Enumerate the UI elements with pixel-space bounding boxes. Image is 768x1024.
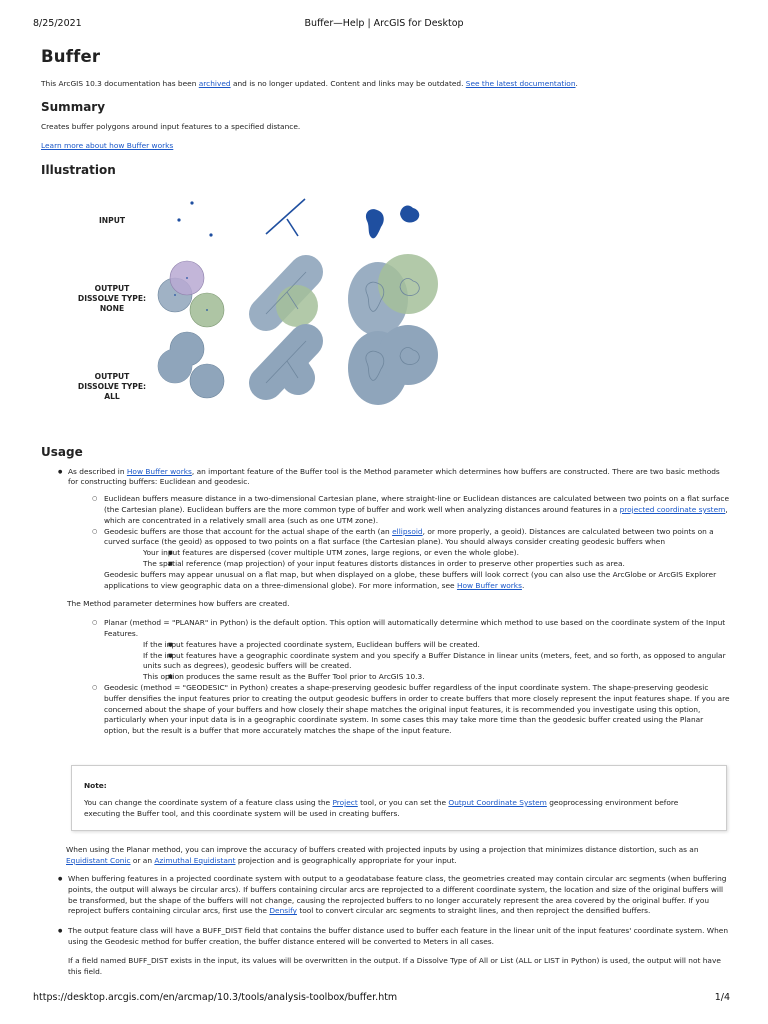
- input-point: [177, 218, 180, 221]
- geodesic-item: ○ Geodesic buffers are those that account for the actual shape of the earth (an ellipsoid, or more properly, a geoid). Distances are calculated between two points on a curved surface (the geoid) as opposed to two points on a flat surface (the Cartesian plane). You should always consider creating geodesic buffers when ■ Your input features are dispersed (cover multiple UTM zones, large regions, or even the whole globe). ■ The spatial reference (map projection) of your input features distorts distances in order to preserve other properties such as area. Geodesic buffers may appear unusual on a flat map, but when displayed on a globe, these buffers will look correct (you can also use the ArcGlobe or ArcGIS Explorer applications to view geographic data on a three-dimensional globe). For more information, see How Buffer works.: [68, 527, 731, 592]
- usage-item: ● When buffering features in a projected coordinate system with output to a geodatabase feature class, the geometries created may contain circular arc segments (when buffering points, the output will always be circular arcs). If buffers containing circular arcs are reprojected to a different coordinate system, the location and size of the original buffers will be transformed, but the shape of the buffers will not change, causing the reprojected buffers to no longer accurately represent the area covered by the original buffer. If you reproject buffers containing circular arcs, first use the Densify tool to convert circular arc segments to straight lines, and then reproject the densified buffers.: [41, 874, 731, 917]
- note-title: Note:: [84, 781, 107, 790]
- euclidean-item: ○ Euclidean buffers measure distance in a two-dimensional Cartesian plane, where straight-line or Euclidean distances are calculated between two points on a flat surface (the Cartesian plane). Euclidean buffers are the more common type of buffer and work well when analyzing distances around features in a projected coordinate system, which are concentrated in a relatively small area (such as one UTM zone).: [68, 494, 731, 526]
- print-date: 8/25/2021: [33, 18, 82, 29]
- geodesic-subitem: ■ The spatial reference (map projection) of your input features distorts distances in order to preserve other properties such as area.: [104, 559, 731, 570]
- print-url: https://desktop.arcgis.com/en/arcmap/10.3/tools/analysis-toolbox/buffer.htm: [33, 992, 398, 1003]
- densify-link[interactable]: Densify: [269, 906, 297, 916]
- document-content: [41, 47, 731, 737]
- equidistant-conic-link[interactable]: Equidistant Conic: [66, 855, 131, 865]
- azimuthal-equidistant-link[interactable]: Azimuthal Equidistant: [154, 855, 236, 865]
- output-coordinate-system-link[interactable]: Output Coordinate System: [448, 798, 547, 807]
- buff-dist-note: If a field named BUFF_DIST exists in the input, its values will be overwritten in the output. If a Dissolve Type of All or List (ALL or LIST in Python) is used, the output will not have this field.: [68, 955, 721, 976]
- usage-item: ● The output feature class will have a BUFF_DIST field that contains the buffer distance used to buffer each feature in the linear unit of the input features' coordinate system. When using the Geodesic method for buffer creation, the buffer distance entered will be converted to Meters in all cases. If a field named BUFF_DIST exists in the input, its values will be overwritten in the output. If a Dissolve Type of All or List (ALL or LIST in Python) is used, the output will not have this field.: [41, 926, 731, 977]
- page-title: Buffer: [41, 47, 101, 66]
- note-body: You can change the coordinate system of a feature class using the Project tool, or you can set the Output Coordinate System geoprocessing environment before executing the Buffer tool, and this coordinate system will be used in creating buffers.: [84, 798, 679, 818]
- usage-list-continued: [41, 874, 731, 977]
- label-output-none: OUTPUT DISSOLVE TYPE: NONE: [77, 283, 147, 313]
- illustration: [41, 182, 731, 444]
- output-none-polygons: [348, 254, 438, 336]
- output-none-lines: [266, 272, 318, 327]
- print-title: Buffer—Help | ArcGIS for Desktop: [304, 18, 464, 29]
- projected-coordinate-system-link[interactable]: projected coordinate system: [619, 504, 726, 514]
- planar-subitem: ■ This option produces the same result as the Buffer Tool prior to ArcGIS 10.3.: [104, 672, 731, 683]
- input-polygons: [366, 205, 419, 238]
- note-box: [71, 765, 727, 831]
- usage-heading: Usage: [41, 444, 83, 459]
- label-input: INPUT: [98, 215, 126, 225]
- illustration-heading: Illustration: [41, 162, 116, 177]
- output-all-lines: [266, 341, 306, 383]
- planar-tip: When using the Planar method, you can improve the accuracy of buffers created with projected inputs by using a projection that minimizes distance distortion, such as an Equidistant Conic or an Azimuthal Equidistant projection and is geographically appropriate for your input.: [66, 845, 699, 865]
- ellipsoid-link[interactable]: ellipsoid: [392, 526, 423, 536]
- input-points: [177, 201, 212, 236]
- how-buffer-works-link[interactable]: How Buffer works: [126, 466, 192, 476]
- input-lines: [266, 199, 305, 236]
- input-point: [190, 201, 193, 204]
- input-point: [209, 233, 212, 236]
- summary-heading: Summary: [41, 99, 106, 114]
- planar-item: ○ Planar (method = "PLANAR" in Python) is the default option. This option will automatically determine which method to use based on the coordinate system of the Input Features. ■ If the input features have a projected coordinate system, Euclidean buffers will be created. ■ If the input features have a geographic coordinate system and you specify a Buffer Distance in linear units (meters, feet, and so forth, as opposed to angular units such as degrees), geodesic buffers will be created. ■ This option produces the same result as the Buffer Tool prior to ArcGIS 10.3.: [68, 618, 731, 683]
- output-all-polygons: [348, 325, 438, 405]
- method-intro: The Method parameter determines how buffers are created.: [67, 599, 290, 609]
- page-number: 1/4: [714, 992, 730, 1003]
- summary-text: Creates buffer polygons around input features to a specified distance.: [41, 122, 301, 132]
- planar-subitem: ■ If the input features have a projected coordinate system, Euclidean buffers will be created.: [104, 640, 731, 651]
- usage-item: ● As described in How Buffer works, an important feature of the Buffer tool is the Method parameter which determines how buffers are constructed. There are two basic methods for constructing buffers: Euclidean and geodesic. ○ Euclidean buffers measure distance in a two-dimensional Cartesian plane, where straight-line or Euclidean distances are calculated between two points on a flat surface (the Cartesian plane). Euclidean buffers are the more common type of buffer and work well when analyzing distances around features in a projected coordinate system, which are concentrated in a relatively small area (such as one UTM zone). ○ Geodesic buffers are those that account for the actual shape of the earth (an ellipsoid, or more properly, a geoid). Distances are calculated between two points on a curved surface (the geoid) as opposed to two points on a flat surface (the Cartesian plane). You should always consider creating geodesic buffers when ■ Your input features are dispersed (cover multiple UTM zones, large regions, or even the whole globe). ■ The spatial reference (map projection) of your input features distorts distances in order to preserve other properties such as area. Geodesic buffers may appear unusual on a flat map, but when displayed on a globe, these buffers will look correct (you can also use the ArcGlobe or ArcGIS Explorer applications to view geographic data on a three-dimensional globe). For more information, see How Buffer works. The Method parameter determines how buffers are created. ○ Planar (method = "PLANAR" in Python) is the default option. This option will automatically determine which method to use based on the coordinate system of the Input Features. ■ If the input features have a projected coordinate system, Euclidean buffers will be created. ■ If the input features have a geographic coordinate system and you specify a Buffer Distance in linear units (meters, feet, and so forth, as opposed to angular units such as degrees), geodesic buffers will be created. ■ This option produces the same result as the Buffer Tool prior to ArcGIS 10.3. ○ Geodesic (method = "GEODESIC" in Python) creates a shape-preserving geodesic buffer regardless of the input coordinate system. The shape-preserving geodesic buffer densifies the input features prior to creating the output geodesic buffers in order to create buffers that more closely represent the input features shape. If you are concerned about the shape of your buffers and how closely their shape matches the original input features, it is recommended you investigate using this option, particularly when your input data is in a geographic coordinate system. In some cases this may take more time than the geodesic buffer created using the Planar option, but the result is a buffer that more accurately matches the shape of the input feature.: [41, 467, 731, 737]
- buffer-illustration-graphic: [41, 182, 731, 444]
- latest-docs-link[interactable]: See the latest documentation: [465, 78, 576, 88]
- geodesic-subitem: ■ Your input features are dispersed (cover multiple UTM zones, large regions, or even the whole globe).: [104, 548, 731, 559]
- label-output-all: OUTPUT DISSOLVE TYPE: ALL: [77, 371, 147, 401]
- learn-more-link[interactable]: Learn more about how Buffer works: [41, 141, 174, 151]
- usage-list: [41, 467, 731, 737]
- geodesic-option-item: ○ Geodesic (method = "GEODESIC" in Python) creates a shape-preserving geodesic buffer regardless of the input coordinate system. The shape-preserving geodesic buffer densifies the input features prior to creating the output geodesic buffers in order to create buffers that more closely represent the input features shape. If you are concerned about the shape of your buffers and how closely their shape matches the original input features, it is recommended you investigate using this option, particularly when your input data is in a geographic coordinate system. In some cases this may take more time than the geodesic buffer created using the Planar option, but the result is a buffer that more accurately matches the shape of the input feature.: [68, 683, 731, 737]
- how-buffer-works-link-2[interactable]: How Buffer works: [456, 580, 522, 590]
- archive-notice: This ArcGIS 10.3 documentation has been archived and is no longer updated. Content and links may be outdated. See the latest documentation.: [41, 78, 578, 88]
- output-none-points: [158, 261, 224, 327]
- archived-link[interactable]: archived: [198, 78, 231, 88]
- geodesic-tail: Geodesic buffers may appear unusual on a flat map, but when displayed on a globe, these buffers will look correct (you can also use the ArcGlobe or ArcGIS Explorer applications to view geographic data on a three-dimensional globe). For more information, see How Buffer works.: [104, 569, 717, 590]
- output-all-points: [158, 332, 224, 398]
- planar-subitem: ■ If the input features have a geographic coordinate system and you specify a Buffer Distance in linear units (meters, feet, and so forth, as opposed to angular units such as degrees), geodesic buffers will be created.: [104, 651, 731, 673]
- project-tool-link[interactable]: Project: [332, 798, 358, 807]
